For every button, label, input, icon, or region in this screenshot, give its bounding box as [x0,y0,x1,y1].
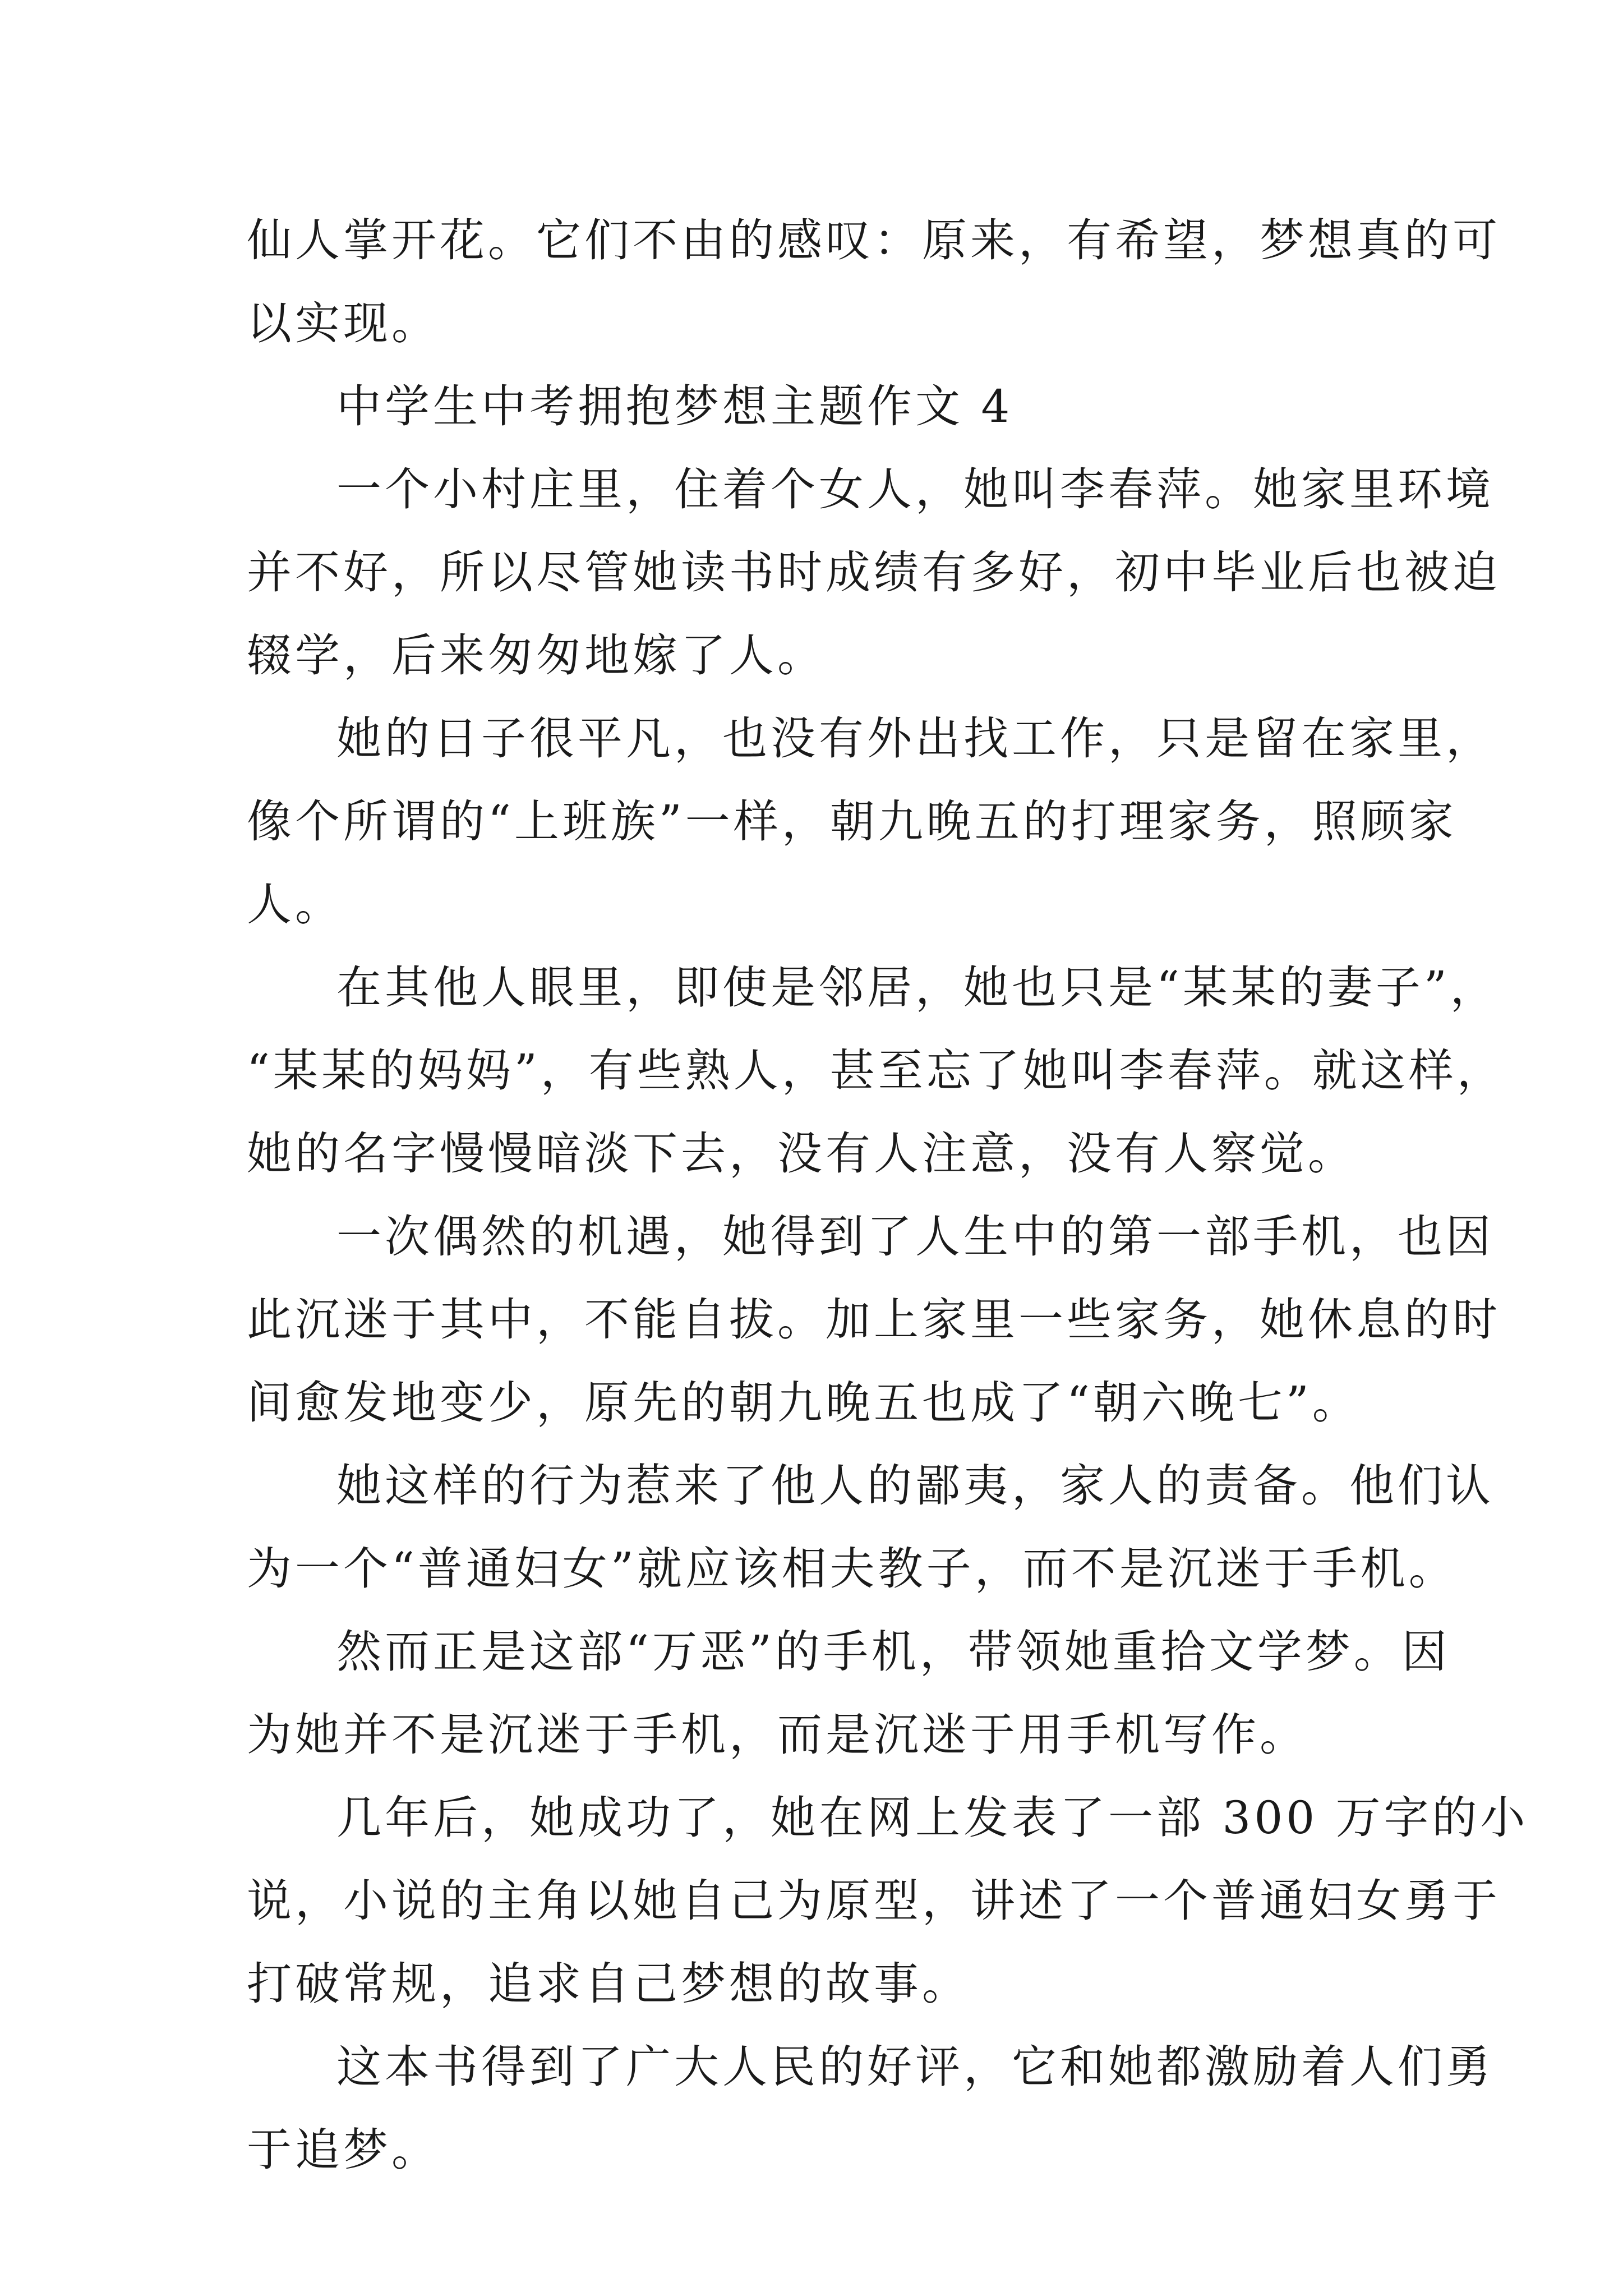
text-line: 她这样的行为惹来了他人的鄙夷，家人的责备。他们认 [336,1460,1494,1512]
text-line: 在其他人眼里，即使是邻居，她也只是“某某的妻子”， [336,961,1498,1014]
essay-title: 中学生中考拥抱梦想主题作文 4 [336,380,1013,432]
text-line: 几年后，她成功了，她在网上发表了一部 300 万字的小 [336,1792,1529,1844]
text-line: 为一个“普通妇女”就应该相夫教子，而不是沉迷于手机。 [247,1543,1457,1595]
text-line: 说，小说的主角以她自己为原型，讲述了一个普通妇女勇于 [247,1875,1501,1927]
text-line: 像个所谓的“上班族”一样，朝九晚五的打理家务，照顾家 [247,795,1457,848]
text-line: 以实现。 [247,297,440,349]
text-line: 辍学，后来匆匆地嫁了人。 [247,629,826,682]
body-text [247,199,1529,2192]
text-line: 这本书得到了广大人民的好评，它和她都激励着人们勇 [336,2041,1494,2093]
text-line: 仙人掌开花。它们不由的感叹：原来，有希望，梦想真的可 [247,214,1501,266]
text-line: “某某的妈妈”，有些熟人，甚至忘了她叫李春萍。就这样， [247,1045,1505,1097]
text-line: 一次偶然的机遇，她得到了人生中的第一部手机，也因 [336,1211,1494,1263]
text-line: 打破常规，追求自己梦想的故事。 [247,1958,970,2010]
text-line: 于追梦。 [247,2124,440,2176]
text-line: 然而正是这部“万恶”的手机，带领她重拾文学梦。因 [336,1626,1450,1678]
text-line: 为她并不是沉迷于手机，而是沉迷于用手机写作。 [247,1709,1308,1761]
text-line: 一个小村庄里，住着个女人，她叫李春萍。她家里环境 [336,463,1494,516]
text-line: 间愈发地变少，原先的朝九晚五也成了“朝六晚七”。 [247,1377,1361,1429]
text-line: 此沉迷于其中，不能自拔。加上家里一些家务，她休息的时 [247,1294,1501,1346]
text-line: 并不好，所以尽管她读书时成绩有多好，初中毕业后也被迫 [247,546,1501,599]
text-line: 人。 [247,878,343,931]
text-line: 她的名字慢慢暗淡下去，没有人注意，没有人察觉。 [247,1128,1356,1180]
text-line: 她的日子很平凡，也没有外出找工作，只是留在家里， [336,712,1494,765]
